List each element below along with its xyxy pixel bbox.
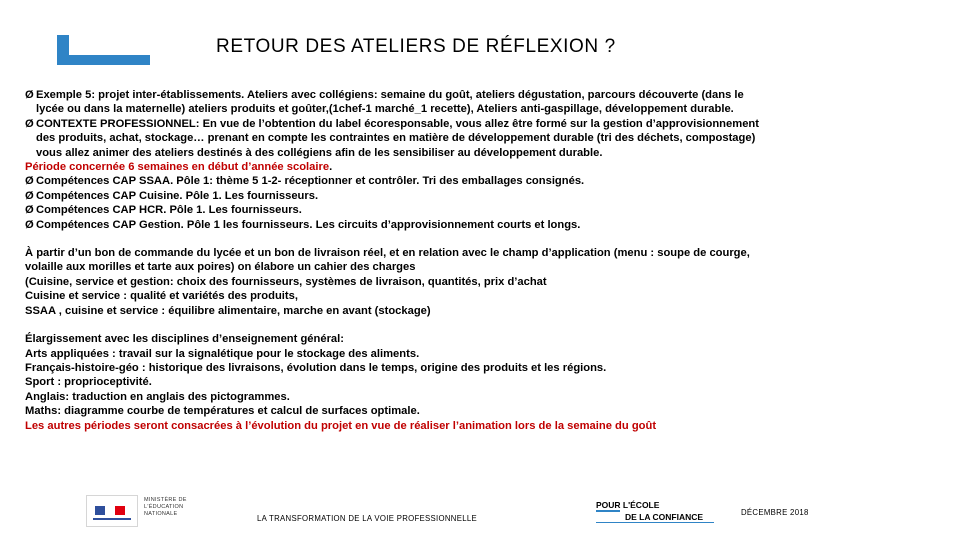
footer-date: DÉCEMBRE 2018 <box>741 508 809 517</box>
bullet-item <box>25 88 950 102</box>
body-line: Arts appliquées : travail sur la signalétique pour le stockage des aliments. <box>25 347 420 360</box>
bullet-continuation: vous allez animer des ateliers destinés à des collégiens afin de les sensibiliser au développement durable. <box>36 146 603 159</box>
bullet-item <box>25 117 950 131</box>
arrow-bullet-icon: Ø <box>25 189 34 202</box>
bullet-continuation: des produits, achat, stockage… prenant en compte les contraintes en matière de développement durable (tri des déchets, compostage) <box>36 132 756 145</box>
logo-stripe <box>93 518 131 520</box>
body-line: Anglais: traduction en anglais des pictogrammes. <box>25 390 290 403</box>
ministry-name: MINISTÈRE DE L'ÉDUCATION NATIONALE <box>144 497 187 517</box>
period-end: . <box>329 161 333 174</box>
arrow-bullet-icon: Ø <box>25 89 34 101</box>
competence-text: Compétences CAP Cuisine. Pôle 1. Les fournisseurs. <box>36 189 319 202</box>
arrow-bullet-icon: Ø <box>25 204 34 217</box>
republique-francaise-marianne-icon <box>86 495 138 527</box>
spacer <box>25 318 950 332</box>
logo-accent-dash <box>596 510 620 512</box>
logo-line-1: POUR L'ÉCOLE <box>596 500 660 510</box>
bullet-text: Exemple 5: projet inter-établissements. Ateliers avec collégiens: semaine du goût, ateliers dégustation, parcours découverte (dans le <box>36 89 744 101</box>
body-line: Français-histoire-géo : historique des livraisons, évolution dans le temps, origine des produits et les régions. <box>25 361 607 374</box>
competence-item <box>25 189 950 203</box>
corner-bracket-horizontal <box>57 55 150 65</box>
ecole-confiance-logo <box>596 500 716 524</box>
ministry-logo <box>86 495 216 527</box>
corner-bracket-decoration <box>57 35 150 65</box>
footer-caption: LA TRANSFORMATION DE LA VOIE PROFESSIONNELLE <box>257 514 478 523</box>
logo-line-2: DE LA CONFIANCE <box>625 512 704 522</box>
competence-text: Compétences CAP Gestion. Pôle 1 les fournisseurs. Les circuits d’approvisionnement courts et longs. <box>36 218 581 231</box>
slide-title: RETOUR DES ATELIERS DE RÉFLEXION ? <box>216 36 616 57</box>
closing-highlight: Les autres périodes seront consacrées à l’évolution du projet en vue de réaliser l’animation lors de la semaine du goût <box>25 419 657 432</box>
period-line <box>25 160 950 174</box>
bullet-continuation: lycée ou dans la maternelle) ateliers produits et goûter,(1chef-1 marché_1 recette), Ateliers anti-gaspillage, développement durable. <box>36 103 734 116</box>
arrow-bullet-icon: Ø <box>25 218 34 231</box>
flag-icon <box>95 506 125 515</box>
body-line: À partir d’un bon de commande du lycée et un bon de livraison réel, et en relation avec le champ d’application (menu : soupe de courge, <box>25 247 750 260</box>
period-highlight: Période concernée 6 semaines en début d’année scolaire <box>25 161 330 174</box>
competence-text: Compétences CAP SSAA. Pôle 1: thème 5 1-2- réceptionner et contrôler. Tri des emballages consignés. <box>36 175 585 188</box>
slide-body <box>25 88 950 433</box>
competence-item <box>25 203 950 217</box>
body-line: Élargissement avec les disciplines d’enseignement général: <box>25 333 344 346</box>
body-line: SSAA , cuisine et service : équilibre alimentaire, marche en avant (stockage) <box>25 304 431 317</box>
spacer <box>25 232 950 246</box>
bullet-text: CONTEXTE PROFESSIONNEL: En vue de l’obtention du label écoresponsable, vous allez être formé sur la gestion d’approvisionnement <box>36 117 759 130</box>
logo-underline <box>596 522 714 523</box>
body-line: Sport : proprioceptivité. <box>25 376 152 389</box>
arrow-bullet-icon: Ø <box>25 175 34 188</box>
competence-item <box>25 174 950 188</box>
body-line: (Cuisine, service et gestion: choix des fournisseurs, systèmes de livraison, quantités, prix d’achat <box>25 275 547 288</box>
body-line: volaille aux morilles et tarte aux poires) on élabore un cahier des charges <box>25 261 416 274</box>
arrow-bullet-icon: Ø <box>25 117 34 130</box>
competence-text: Compétences CAP HCR. Pôle 1. Les fournisseurs. <box>36 204 302 217</box>
body-line: Cuisine et service : qualité et variétés des produits, <box>25 290 298 303</box>
body-line: Maths: diagramme courbe de températures et calcul de surfaces optimale. <box>25 405 420 418</box>
competence-item <box>25 218 950 232</box>
